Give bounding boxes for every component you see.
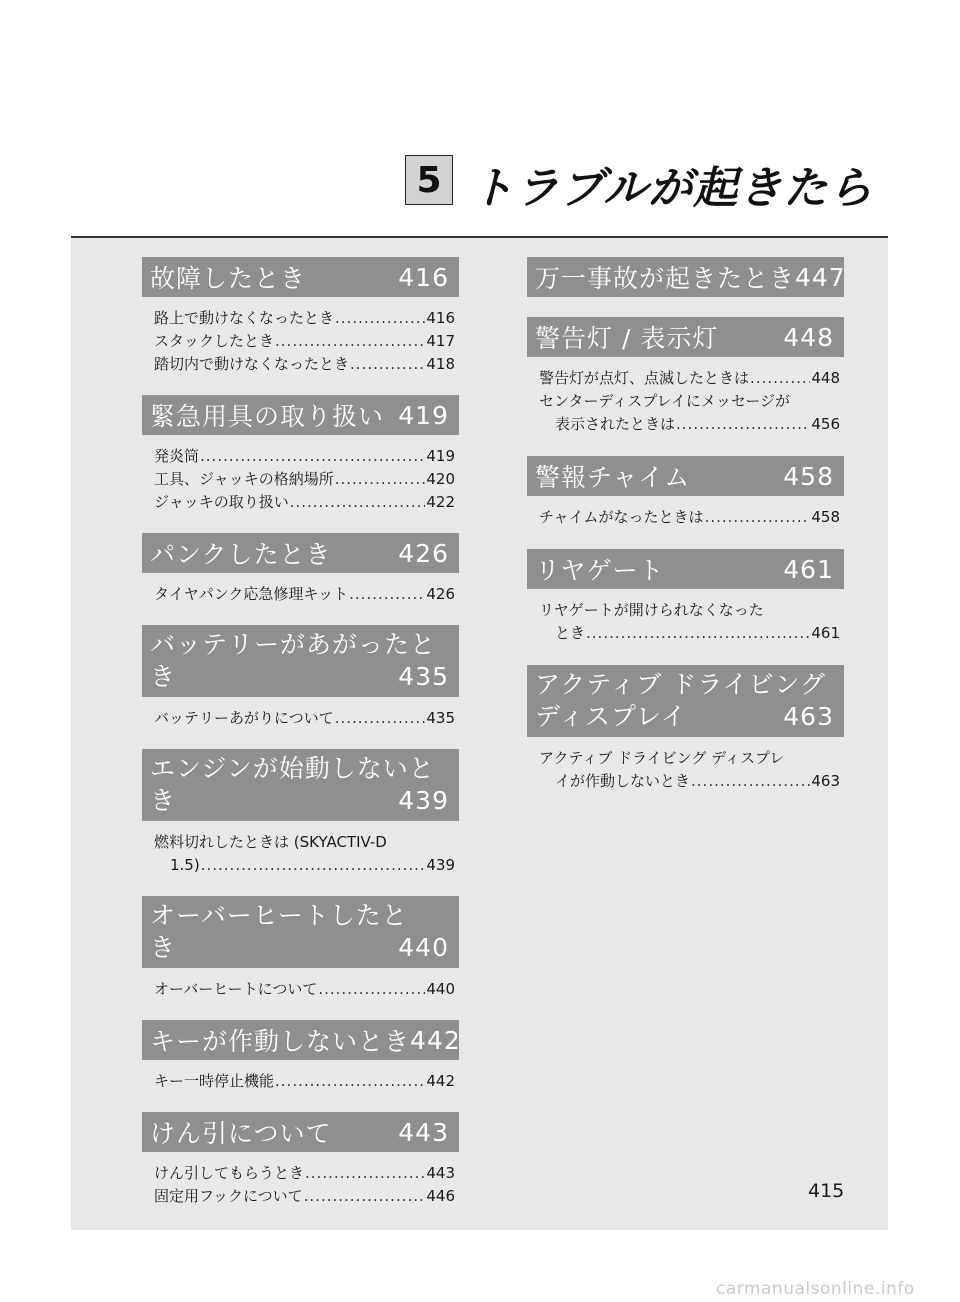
entry-text-line1: リヤゲートが開けられなくなった — [539, 601, 764, 619]
toc-entry[interactable] — [539, 367, 840, 390]
section-title: リヤゲート — [535, 556, 665, 585]
leader-dots — [318, 978, 425, 1001]
toc-entry[interactable] — [154, 353, 455, 376]
toc-entry[interactable] — [154, 491, 455, 514]
section-header-warning-lights[interactable] — [527, 317, 844, 357]
section-header-chime[interactable] — [527, 456, 844, 496]
entry-page: 458 — [811, 508, 840, 526]
toc-entry[interactable] — [154, 1070, 455, 1093]
entry-page: 419 — [426, 447, 455, 465]
toc-entry[interactable] — [154, 307, 455, 330]
section-header-battery[interactable] — [142, 625, 459, 697]
section-page: 440 — [398, 933, 449, 962]
section-page: 448 — [783, 322, 834, 352]
leader-dots — [586, 622, 810, 645]
toc-entry[interactable] — [154, 330, 455, 353]
toc-left-column — [142, 257, 459, 1227]
section-header-key[interactable] — [142, 1020, 459, 1060]
section-page: 435 — [398, 662, 449, 691]
toc-entry[interactable] — [154, 1162, 455, 1185]
section-title: パンクしたとき — [150, 540, 332, 569]
section-header-active-driving-display[interactable] — [527, 665, 844, 737]
toc-section — [527, 317, 844, 436]
section-title-line1: バッテリーがあがったと — [150, 630, 437, 659]
leader-dots — [200, 445, 425, 468]
watermark: carmanualsonline.info — [716, 1279, 915, 1299]
toc-entry[interactable] — [154, 1185, 455, 1208]
entry-text: 路上で動けなくなったとき — [154, 309, 335, 327]
entry-page: 446 — [426, 1187, 455, 1205]
section-header-emergency-tools[interactable] — [142, 395, 459, 435]
entry-page: 442 — [426, 1072, 455, 1090]
section-title-line1: アクティブ ドライビング — [535, 670, 826, 699]
entry-page: 448 — [811, 369, 840, 387]
entry-text: チャイムがなったときは — [539, 508, 704, 526]
toc-entry[interactable] — [539, 390, 840, 436]
section-title: 万一事故が起きたとき — [535, 264, 796, 293]
entry-page: 463 — [811, 772, 840, 790]
entry-page: 435 — [426, 709, 455, 727]
section-title: 故障したとき — [150, 264, 307, 293]
entry-text: 警告灯が点灯、点滅したときは — [539, 369, 750, 387]
toc-entry[interactable] — [154, 445, 455, 468]
entry-text-line2: とき — [555, 624, 586, 642]
toc-entry[interactable] — [154, 468, 455, 491]
entry-page: 439 — [426, 856, 455, 874]
section-page: 419 — [398, 400, 449, 430]
entry-page: 417 — [426, 332, 455, 350]
section-title: キーが作動しないとき — [150, 1027, 411, 1056]
entry-text: ジャッキの取り扱い — [154, 493, 289, 511]
toc-section — [142, 1020, 459, 1093]
entry-text: けん引してもらうとき — [154, 1164, 305, 1182]
leader-dots — [305, 1162, 425, 1185]
toc-section — [142, 1112, 459, 1208]
section-page: 443 — [398, 1117, 449, 1147]
section-page: 463 — [783, 702, 834, 731]
entry-text-line2: 表示されたときは — [555, 415, 676, 433]
entry-page: 416 — [426, 309, 455, 327]
entry-text: 工具、ジャッキの格納場所 — [154, 470, 334, 488]
chapter-number-box: 5 — [405, 155, 453, 205]
entry-page: 422 — [426, 493, 455, 511]
section-header-engine-start[interactable] — [142, 749, 459, 821]
toc-section — [142, 749, 459, 877]
leader-dots — [275, 1070, 425, 1093]
entry-text-line2: イが作動しないとき — [555, 772, 691, 790]
section-page: 439 — [398, 786, 449, 815]
toc-right-column — [527, 257, 844, 813]
entry-text-line1: センターディスプレイにメッセージが — [539, 392, 790, 410]
entry-text: タイヤパンク応急修理キット — [154, 585, 349, 603]
entry-text: 固定用フックについて — [154, 1187, 303, 1205]
toc-entry[interactable] — [154, 978, 455, 1001]
section-header-breakdown[interactable] — [142, 257, 459, 297]
entry-text-line2: 1.5) — [170, 856, 200, 874]
section-title: 警報チャイム — [535, 463, 691, 492]
toc-entry[interactable] — [154, 831, 455, 877]
section-page: 426 — [398, 538, 449, 568]
leader-dots — [350, 353, 425, 376]
section-title: 警告灯 / 表示灯 — [535, 324, 719, 353]
leader-dots — [335, 468, 426, 491]
page-number: 415 — [808, 1180, 845, 1202]
section-page: 442 — [410, 1025, 461, 1055]
section-title: けん引について — [150, 1119, 332, 1148]
toc-entry[interactable] — [154, 583, 455, 606]
leader-dots — [335, 307, 425, 330]
toc-section — [142, 533, 459, 606]
entry-page: 420 — [426, 470, 455, 488]
toc-section — [142, 395, 459, 514]
toc-section — [142, 625, 459, 730]
section-header-flat-tire[interactable] — [142, 533, 459, 573]
section-page: 447 — [795, 262, 846, 292]
section-page: 416 — [398, 262, 449, 292]
leader-dots — [290, 491, 426, 514]
leader-dots — [705, 506, 811, 529]
entry-page: 426 — [426, 585, 455, 603]
section-title-line2: き — [150, 662, 177, 691]
leader-dots — [275, 330, 425, 353]
entry-page: 440 — [426, 980, 455, 998]
leader-dots — [691, 770, 810, 793]
entry-text: 踏切内で動けなくなったとき — [154, 355, 350, 373]
toc-section — [142, 896, 459, 1001]
section-header-towing[interactable] — [142, 1112, 459, 1152]
entry-text: バッテリーあがりについて — [154, 709, 334, 727]
leader-dots — [349, 583, 425, 606]
entry-text: キー一時停止機能 — [154, 1072, 275, 1090]
leader-dots — [304, 1185, 426, 1208]
entry-text: 発炎筒 — [154, 447, 200, 465]
toc-entry[interactable] — [539, 506, 840, 529]
toc-section — [527, 456, 844, 529]
section-title-line1: オーバーヒートしたと — [150, 901, 408, 930]
toc-entry[interactable] — [154, 707, 455, 730]
toc-section — [527, 257, 844, 297]
section-header-overheat[interactable] — [142, 896, 459, 968]
entry-text: オーバーヒートについて — [154, 980, 318, 998]
leader-dots — [676, 413, 810, 436]
entry-page: 461 — [811, 624, 840, 642]
entry-text-line1: アクティブ ドライビング ディスプレ — [539, 749, 785, 767]
toc-section — [527, 549, 844, 645]
toc-section — [527, 665, 844, 793]
section-title: 緊急用具の取り扱い — [150, 402, 385, 431]
section-title-line2: き — [150, 933, 177, 962]
section-header-liftgate[interactable] — [527, 549, 844, 589]
section-title-line2: ディスプレイ — [535, 702, 687, 731]
chapter-title: トラブルが起きたら — [470, 163, 874, 214]
leader-dots — [335, 707, 426, 730]
entry-page: 418 — [426, 355, 455, 373]
leader-dots — [750, 367, 810, 390]
section-title-line2: き — [150, 786, 177, 815]
toc-entry[interactable] — [539, 599, 840, 645]
section-page: 458 — [783, 461, 834, 491]
entry-page: 456 — [811, 415, 840, 433]
section-page: 461 — [783, 554, 834, 584]
entry-text-line1: 燃料切れしたときは (SKYACTIV-D — [154, 833, 387, 851]
section-header-accident[interactable] — [527, 257, 844, 297]
leader-dots — [201, 854, 426, 877]
entry-page: 443 — [426, 1164, 455, 1182]
entry-text: スタックしたとき — [154, 332, 275, 350]
toc-section — [142, 257, 459, 376]
toc-entry[interactable] — [539, 747, 840, 793]
section-title-line1: エンジンが始動しないと — [150, 754, 435, 783]
